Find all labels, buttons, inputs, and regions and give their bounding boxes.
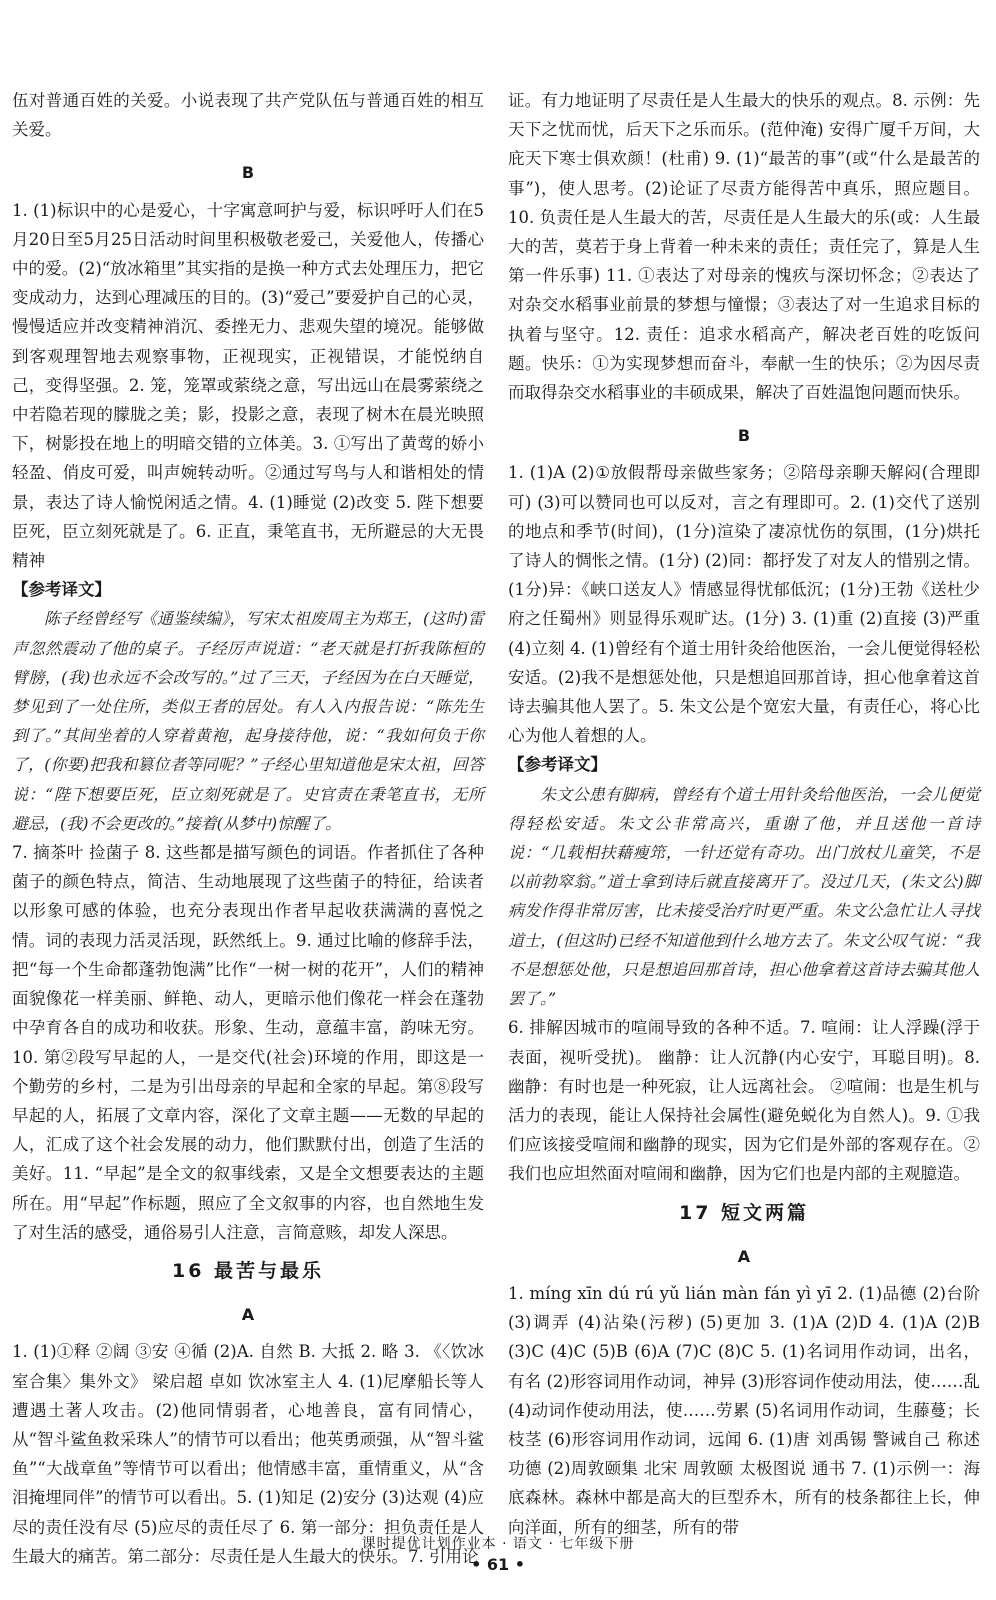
lesson-title: 16 最苦与最乐 <box>171 1259 325 1282</box>
answer-paragraph: 1. (1)A (2)①放假帮母亲做些家务；②陪母亲聊天解闷(合理即可) (3)可以赞同也可以反对，言之有理即可。2. (1)交代了送别的地点和季节(时间)，(1分)渲染了凄凉忧伤的氛围，(1分)烘托了诗人的惆怅之情。(1分) (2)同：都抒发了对友人的惜别之情。(1分)异：《峡口送友人》情感显得忧郁低沉；(1分)王勃《送杜少府之任蜀州》则显得乐观旷达。(1分) 3. (1)重 (2)直接 (3)严重 (4)立刻 4. (1)曾经有个道士用针灸给他医治，一会儿便觉得轻松安适。(2)我不是想惩处他，只是想追回那首诗，担心他拿着这首诗去骗其他人罢了。5. 朱文公是个宽宏大量，有责任心，将心比心为他人着想的人。 <box>508 463 980 746</box>
answer-paragraph: 1. míng xīn dú rú yǔ lián màn fán yì yī 2. (1)品德 (2)台阶 (3)调弄 (4)沾染(污秽) (5)更加 3. (1)A (2)D 4. (1)A (2)B (3)C (4)C (5)B (6)A (7)C (8)C 5. (1)名词用作动词，出名，有名 (2)形容词用作动词，神异 (3)形容词作使动用法，使……乱 (4)动词作使动用法，使……劳累 (5)名词用作动词，生藤蔓；长枝茎 (6)形容词用作动词，远闻 6. (1)唐 刘禹锡 警诫自己 称述功德 (2)周敦颐集 北宋 周敦颐 太极图说 通书 7. (1)示例一：海底森林。森林中都是高大的巨型乔木，所有的枝条都往上长，伸向洋面，所有的细茎，所有的带 <box>508 1283 980 1537</box>
page-number: • 61 • <box>471 1555 525 1574</box>
reference-translation: 朱文公患有脚病，曾经有个道士用针灸给他医治，一会儿便觉得轻松安适。朱文公非常高兴，重谢了他，并且送他一首诗说：“几载相扶藉瘦筇，一针还觉有奇功。出门放杖儿童笑，不是以前勃窣翁。”道士拿到诗后就直接离开了。没过几天，(朱文公)脚病发作得非常厉害，比未接受治疗时更严重。朱文公急忙让人寻找道士，(但这时)已经不知道他到什么地方去了。朱文公叹气说：“我不是想惩处他，只是想追回那首诗，担心他拿着这首诗去骗其他人罢了。” <box>508 784 980 1009</box>
answer-paragraph: 6. 排解因城市的喧闹导致的各种不适。7. 喧闹：让人浮躁(浮于表面，视听受扰)。 幽静：让人沉静(内心安宁，耳聪目明)。8. 幽静：有时也是一种死寂，让人远离社会。 ②喧闹：也是生机与活力的表现，能让人保持社会属性(避免蜕化为自然人)。9. ①我们应该接受喧闹和幽静的现实，因为它们是外部的客观存在。②我们也应坦然面对喧闹和幽静，因为它们也是内部的主观臆造。 <box>508 1018 980 1184</box>
left-column <box>12 86 484 1571</box>
answer-paragraph: 证。有力地证明了尽责任是人生最大的快乐的观点。8. 示例：先天下之忧而忧，后天下之乐而乐。(范仲淹) 安得广厦千万间，大庇天下寒士俱欢颜！(杜甫) 9. (1)“最苦的事”(或“什么是最苦的事”)，使人思考。(2)论证了尽责方能得苦中真乐，照应题目。10. 负责任是人生最大的苦，尽责任是人生最大的乐(或：人生最大的苦，莫若于身上背着一种未来的责任；责任完了，算是人生第一件乐事) 11. ①表达了对母亲的愧疚与深切怀念；②表达了对杂交水稻事业前景的梦想与憧憬；③表达了对一生追求目标的执着与坚守。12. 责任：追求水稻高产，解决老百姓的吃饭问题。快乐：①为实现梦想而奋斗，奉献一生的快乐；②为因尽责而取得杂交水稻事业的丰硕成果，解决了百姓温饱问题而快乐。 <box>508 91 980 403</box>
section-heading-b: B <box>737 426 751 446</box>
section-heading-a: A <box>241 1305 255 1325</box>
book-title-footer: 课时提优计划作业本 · 语文 · 七年级下册 <box>361 1536 635 1552</box>
section-heading-a: A <box>737 1246 751 1266</box>
reference-translation-label: 【参考译文】 <box>12 580 111 600</box>
answer-paragraph: 7. 摘茶叶 捡菌子 8. 这些都是描写颜色的词语。作者抓住了各种菌子的颜色特点，简洁、生动地展现了这些菌子的特征，给读者以形象可感的体验，也充分表现出作者早起收获满满的喜悦之情。词的表现力活灵活现，跃然纸上。9. 通过比喻的修辞手法，把“每一个生命都蓬勃饱满”比作“一树一树的花开”，人们的精神面貌像花一样美丽、鲜艳、动人，更暗示他们像花一样会在蓬勃中孕育各自的成功和收获。形象、生动，意蕴丰富，韵味无穷。10. 第②段写早起的人，一是交代(社会)环境的作用，即这是一个勤劳的乡村，二是为引出母亲的早起和全家的早起。第⑧段写早起的人，拓展了文章内容，深化了文章主题——无数的早起的人，汇成了这个社会发展的动力，他们默默付出，创造了生活的美好。11. “早起”是全文的叙事线索，又是全文想要表达的主题所在。用“早起”作标题，照应了全文叙事的内容，也自然地生发了对生活的感受，通俗易引人注意，言简意赅，却发人深思。 <box>12 843 484 1242</box>
reference-translation-label: 【参考译文】 <box>508 755 607 775</box>
reference-translation: 陈子经曾经写《通鉴续编》，写宋太祖废周主为郑王，(这时)雷声忽然震动了他的桌子。子经厉声说道：“老天就是打折我陈桓的臂膀，(我)也永远不会改写的。”过了三天，子经因为在白天睡觉，梦见到了一处住所，类似王者的居处。有人入内报告说：“陈先生到了。”其间坐着的人穿着黄袍，起身接待他，说：“我如何负于你了，(你要)把我和篡位者等同呢？”子经心里知道他是宋太祖，回答说：“陛下想要臣死，臣立刻死就是了。史官责在秉笔直书，无所避忌，(我)不会更改的。”接着(从梦中)惊醒了。 <box>12 609 484 833</box>
lesson-title: 17 短文两篇 <box>678 1201 810 1224</box>
answer-paragraph: 伍对普通百姓的关爱。小说表现了共产党队伍与普通百姓的相互关爱。 <box>12 91 484 140</box>
section-heading-b: B <box>241 163 255 183</box>
answer-paragraph: 1. (1)①释 ②阔 ③安 ④循 (2)A. 自然 B. 大抵 2. 略 3. 《〈饮冰室合集〉集外文》 梁启超 卓如 饮冰室主人 4. (1)尼摩船长等人遭遇土著人攻击。(2)他同情弱者，心地善良，富有同情心，从“智斗鲨鱼救采珠人”的情节可以看出；他英勇顽强，从“智斗鲨鱼”“大战章鱼”等情节可以看出；他情感丰富，重情重义，从“含泪掩埋同伴”的情节可以看出。5. (1)知足 (2)安分 (3)达观 (4)应尽的责任没有尽 (5)应尽的责任尽了 6. 第一部分：担负责任是人生最大的痛苦。第二部分：尽责任是人生最大的快乐。7. 引用论 <box>12 1342 484 1566</box>
answer-paragraph: 1. (1)标识中的心是爱心，十字寓意呵护与爱，标识呼吁人们在5月20日至5月25日活动时间里积极敬老爱己，关爱他人，传播心中的爱。(2)“放冰箱里”其实指的是换一种方式去处理压力，把它变成动力，达到心理减压的目的。(3)“爱己”要爱护自己的心灵，慢慢适应并改变精神消沉、委挫无力、悲观失望的境况。能够做到客观理智地去观察事物，正视现实，正视错误，才能悦纳自己，变得坚强。2. 笼，笼罩或萦绕之意，写出远山在晨雾萦绕之中若隐若现的朦胧之美；影，投影之意，表现了树木在晨光映照下，树影投在地上的明暗交错的立体美。3. ①写出了黄莺的娇小轻盈、俏皮可爱，叫声婉转动听。②通过写鸟与人和谐相处的情景，表达了诗人愉悦闲适之情。4. (1)睡觉 (2)改变 5. 陛下想要臣死，臣立刻死就是了。6. 正直，秉笔直书，无所避忌的大无畏精神 <box>12 200 484 571</box>
right-column <box>508 86 980 1542</box>
